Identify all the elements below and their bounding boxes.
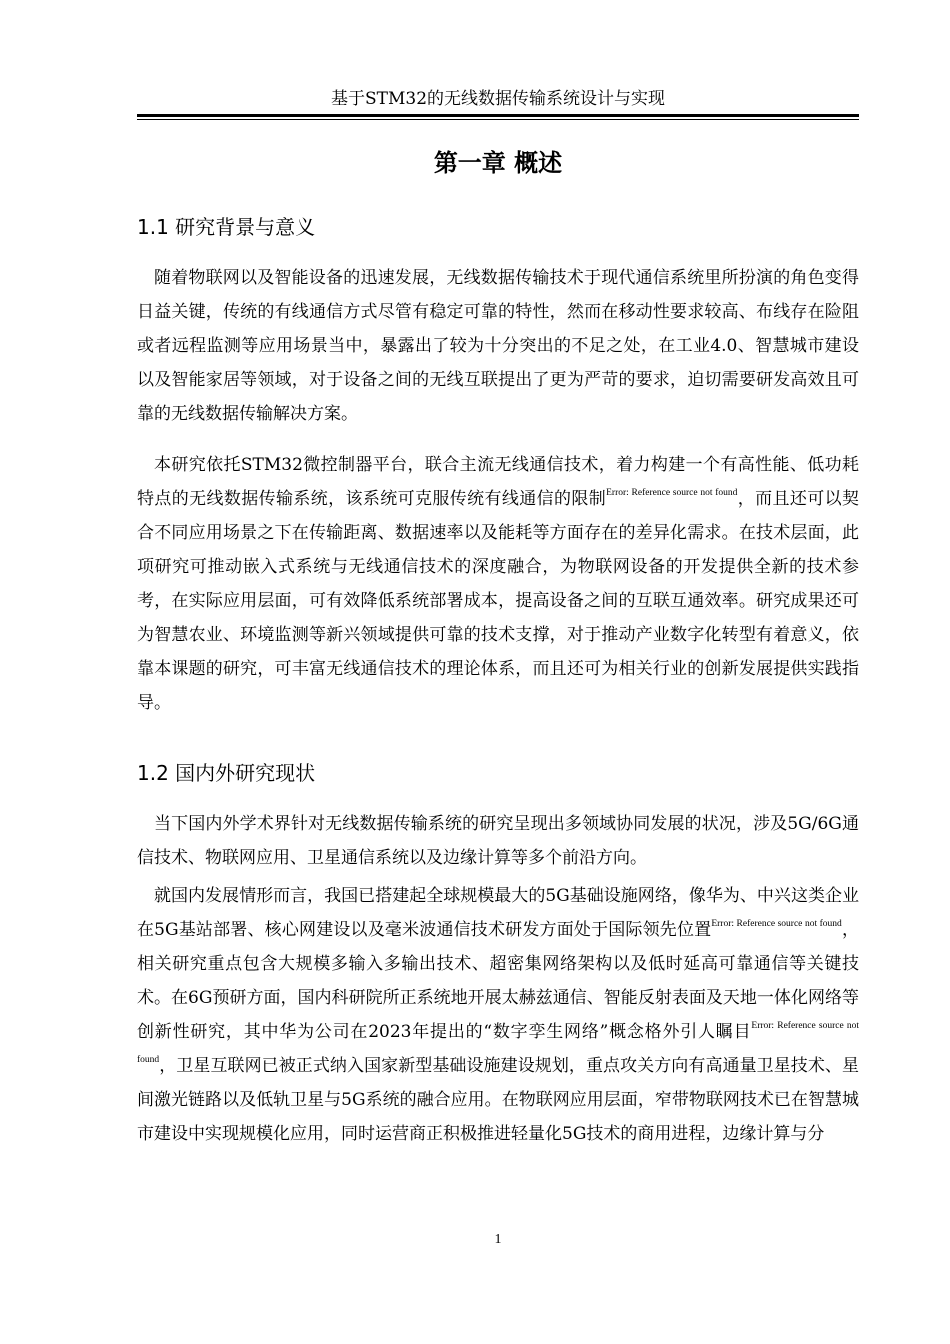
section-heading-1-2: 1.2 国内外研究现状 bbox=[137, 761, 316, 785]
paragraph-text: ，卫星互联网已被正式纳入国家新型基础设施建设规划，重点攻关方向有高通量卫星技术、星间激光链路以及低轨卫星与5G系统的融合应用。在物联网应用层面，窄带物联网技术已在智慧城市建设中实现规模化应用，同时运营商正积极推进轻量化5G技术的商用进程，边缘计算与分 bbox=[137, 1056, 859, 1144]
chapter-title: 第一章 概述 bbox=[433, 149, 563, 177]
reference-error-note: Error: Reference source not found bbox=[606, 488, 738, 498]
section-heading-1-1: 1.1 研究背景与意义 bbox=[137, 215, 316, 239]
paragraph-1-2-a bbox=[137, 807, 859, 875]
paragraph-1-1-b bbox=[137, 448, 859, 720]
reference-error-note: Error: Reference source not found bbox=[711, 919, 842, 929]
header-rule-thin bbox=[137, 119, 859, 120]
paragraph-text: ，相关研究重点包含大规模多输入多输出技术、超密集网络架构以及低时延高可靠通信等关键技术。在6G预研方面，国内科研院所正系统地开展太赫兹通信、智能反射表面及天地一体化网络等创新性研究，其中华为公司在2023年提出的“数字孪生网络”概念格外引人瞩目 bbox=[137, 920, 859, 1042]
paragraph-text: 就国内发展情形而言，我国已搭建起全球规模最大的5G基础设施网络，像华为、中兴这类企业在5G基站部署、核心网建设以及毫米波通信技术研发方面处于国际领先位置 bbox=[137, 886, 859, 940]
page-number: 1 bbox=[494, 1232, 502, 1247]
header-rule-thick bbox=[137, 114, 859, 117]
paragraph-text: ，而且还可以契合不同应用场景之下在传输距离、数据速率以及能耗等方面存在的差异化需求。在技术层面，此项研究可推动嵌入式系统与无线通信技术的深度融合，为物联网设备的开发提供全新的技术参考，在实际应用层面，可有效降低系统部署成本，提高设备之间的互联互通效率。研究成果还可为智慧农业、环境监测等新兴领域提供可靠的技术支撑，对于推动产业数字化转型有着意义，依靠本课题的研究，可丰富无线通信技术的理论体系，而且还可为相关行业的创新发展提供实践指导。 bbox=[137, 489, 860, 713]
paragraph-text: 本研究依托STM32微控制器平台，联合主流无线通信技术，着力构建一个有高性能、低功耗特点的无线数据传输系统，该系统可克服传统有线通信的限制 bbox=[137, 455, 859, 509]
paragraph-1-1-a bbox=[137, 261, 859, 431]
running-header: 基于STM32的无线数据传输系统设计与实现 bbox=[330, 89, 666, 109]
paragraph-text: 当下国内外学术界针对无线数据传输系统的研究呈现出多领域协同发展的状况，涉及5G/6G通信技术、物联网应用、卫星通信系统以及边缘计算等多个前沿方向。 bbox=[137, 814, 859, 868]
reference-error-note: Error: Reference source not found bbox=[137, 1021, 859, 1065]
paragraph-text: 随着物联网以及智能设备的迅速发展，无线数据传输技术于现代通信系统里所扮演的角色变得日益关键，传统的有线通信方式尽管有稳定可靠的特性，然而在移动性要求较高、布线存在险阻或者远程监测等应用场景当中，暴露出了较为十分突出的不足之处，在工业4.0、智慧城市建设以及智能家居等领域，对于设备之间的无线互联提出了更为严苛的要求，迫切需要研发高效且可靠的无线数据传输解决方案。 bbox=[137, 268, 859, 424]
paragraph-1-2-b bbox=[137, 879, 859, 1151]
